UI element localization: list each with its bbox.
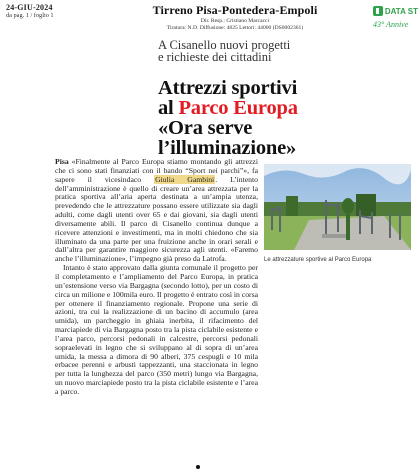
article-kicker [158,39,290,63]
title-line-3: «Ora serve [158,117,253,139]
photo-caption: Le attrezzature sportive al Parco Europa [264,257,372,263]
article-body [55,158,258,397]
title-line-4: l’illuminazione» [158,137,297,159]
publication-date: 24-GIU-2024 [6,3,53,12]
article-photo [264,164,411,250]
title-line-2-prefix: al [158,97,179,119]
publication-name: Tirreno Pisa-Pontedera-Empoli [152,3,318,17]
brand-logo [373,6,418,16]
title-highlight: Parco Europa [178,97,298,119]
highlighted-name: Giulia Gambini [155,174,215,184]
brand-name: DATA ST [384,6,418,16]
brand-block [373,6,418,29]
kicker-line-1: A Cisanello nuovi progetti [158,38,291,52]
director-line: Dir. Resp.: Cristiano Marcacci [200,18,270,24]
article-title [158,78,298,158]
page-header-left [6,4,54,20]
paragraph-1 [55,158,258,264]
paragraph-1-part-a: «Finalmente al Parco Europa stiamo montando gli attrezzi che ci sono stati finanziati con il bando “Sport nei parchi”», fa sapere il vicesindaco [55,157,258,184]
kicker-line-2: e richieste dei cittadini [158,50,272,64]
title-line-2 [158,98,298,118]
page-header-center [125,3,345,32]
dateline: Pisa [55,157,69,166]
circulation-line: Tiratura: N.D. Diffusione: 4825 Lettori: 44000 (DS0002361) [166,25,304,31]
end-bullet [196,465,200,469]
anniversary-label: 43° Annive [373,20,409,29]
page-info: da pag. 1 / foglio 1 [6,12,54,19]
title-line-1: Attrezzi sportivi [158,77,298,99]
brand-logo-icon [373,6,383,16]
paragraph-2: Intanto è stato approvato dalla giunta comunale il progetto per il completamento e l’ampliamento del Parco Europa, in pratica un’estensione verso via Bargagna (secondo lotto), per un costo di circa un milione e 100mila euro. Il progetto è entrato così in corsa per ottenere il finanziamento regionale. Propone una serie di azioni, tra cui la realizzazione di un bacino di accumulo (area umida), un parcheggio in ghiaia inerbita, il rifacimento del marciapiede di via Bargagna posto tra la pista ciclabile esistente e l’area parco, percorsi pedonali in calcestre, percorsi pedonali sopraelevati in legno che si sviluppano al di sopra di un’area umida, la messa a dimora di 90 alberi, 375 cespugli e 10 mila erbacee perenni e arbusti tappezzanti, una staccionata in legno per tutta la lunghezza del parco (350 metri) lungo via Bargagna, un nuovo marciapiede posto tra la pista ciclabile esistente e l’area a parco. [55,263,259,396]
paragraph-1-part-b: . L’intento dell’amministrazione è quello di creare un’area attrezzata per la pratica sportiva all’aria aperta destinata a un’ampia utenza, prevedendo che le attrezzature possano essere utilizzate sia dagli adulti, come dagli utenti over 65 e dai giovani, sia dagli utenti diversamente abili. Il parco di Cisanello continua dunque a ricevere attenzioni e investimenti, ma in molti chiedono che sia illuminato da una parte per una fruizione anche in orari serali e dall’altra per garantire maggiore sicurezza agli utenti. «Faremo anche l’illuminazione», l’impegno già preso da Latrofa. [55,174,258,264]
park-photo-illustration [264,164,411,250]
